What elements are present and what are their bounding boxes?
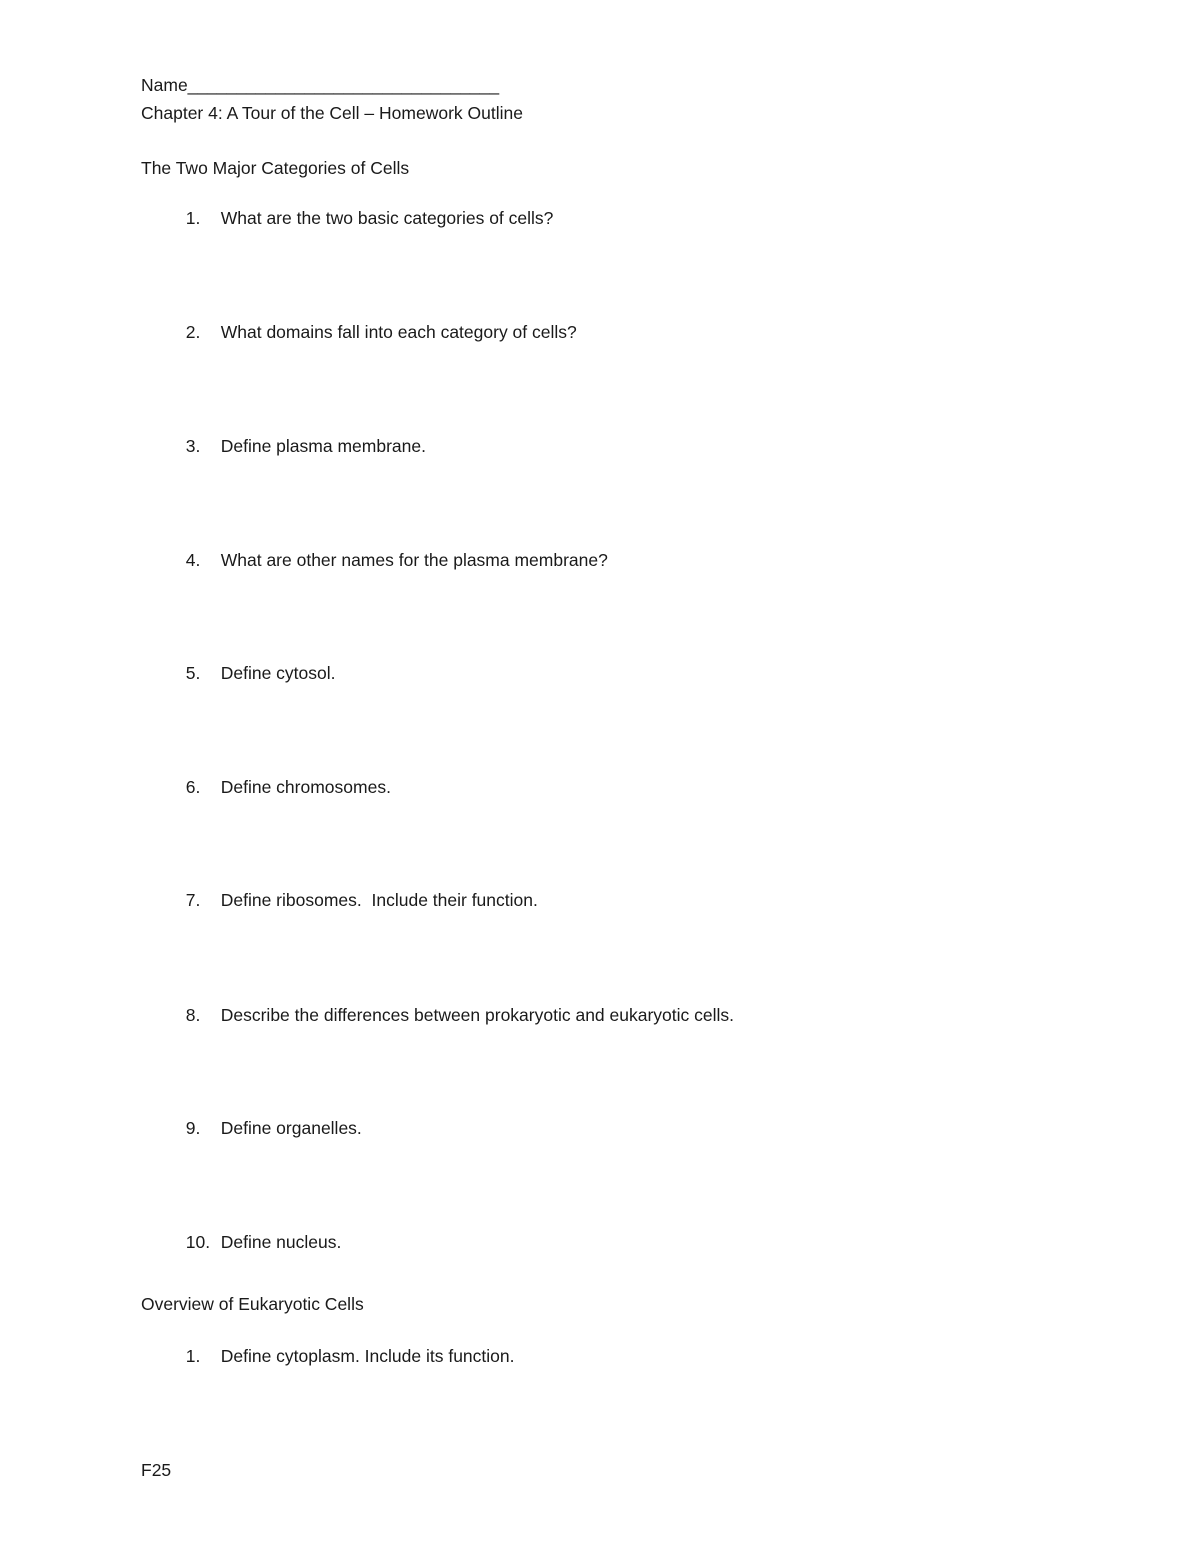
question-text: Define nucleus.: [220, 1232, 342, 1252]
question-text: Define plasma membrane.: [220, 436, 426, 456]
question-item: [176, 867, 538, 911]
question-text: Define cytoplasm. Include its function.: [220, 1346, 515, 1366]
question-number: 3.: [185, 436, 201, 456]
question-number: 4.: [185, 550, 201, 570]
name-line: Name________________________________: [141, 75, 500, 95]
question-text: Define ribosomes. Include their function.: [220, 890, 538, 910]
question-text: Define chromosomes.: [220, 777, 391, 797]
question-number: 5.: [185, 663, 201, 683]
question-item: [176, 1095, 362, 1139]
question-number: 9.: [185, 1118, 201, 1138]
question-number: 6.: [185, 777, 201, 797]
question-item: [176, 413, 426, 457]
question-item: [176, 299, 577, 343]
section-heading: The Two Major Categories of Cells: [141, 158, 410, 178]
question-text: What domains fall into each category of cells?: [220, 322, 577, 342]
footer-code: F25: [141, 1460, 172, 1480]
question-number: 1.: [185, 208, 201, 228]
question-text: What are the two basic categories of cells?: [220, 208, 554, 228]
question-number: 7.: [185, 890, 201, 910]
question-text: Describe the differences between prokaryotic and eukaryotic cells.: [220, 1005, 735, 1025]
page-title: Chapter 4: A Tour of the Cell – Homework Outline: [141, 103, 523, 123]
question-item: [176, 640, 336, 684]
question-item: [176, 982, 734, 1026]
question-item: [176, 185, 553, 229]
section-heading: Overview of Eukaryotic Cells: [141, 1294, 364, 1314]
question-item: [176, 527, 608, 571]
question-text: Define organelles.: [220, 1118, 362, 1138]
question-number: 10.: [185, 1232, 211, 1252]
question-text: What are other names for the plasma membrane?: [220, 550, 608, 570]
question-text: Define cytosol.: [220, 663, 336, 683]
question-number: 1.: [185, 1346, 201, 1366]
question-number: 2.: [185, 322, 201, 342]
question-item: [176, 1323, 515, 1367]
question-item: [176, 754, 391, 798]
question-number: 8.: [185, 1005, 201, 1025]
question-item: [176, 1209, 341, 1253]
